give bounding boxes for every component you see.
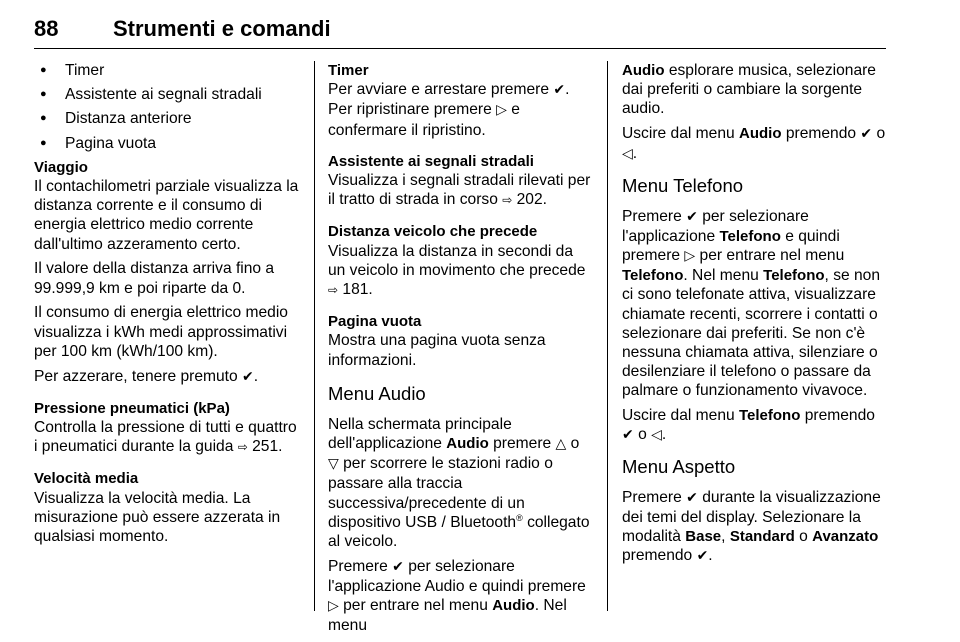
section-heading: Pagina vuota	[328, 313, 422, 331]
check-icon: ✔	[860, 126, 873, 143]
paragraph: Premere ✔ per selezionare l'applicazione Telefono e quindi premere ▷ per entrare nel menu Telefono. Nel menu Telefono, se non ci sono telefonate attiva, visualizzare chiamate recenti, scorrere i contatti o selezionare dai preferiti. Se non c'è nessuna chiamata attiva, silenziare o desilenziare il telefono o passare da palmare o funzionamento vivavoce.	[622, 207, 881, 400]
paragraph: Audio esplorare musica, selezionare dai preferiti o cambiare la sorgente audio.	[622, 62, 876, 118]
section-heading: Menu Telefono	[622, 174, 744, 196]
reference-arrow-icon: ⇨	[237, 440, 248, 455]
section-timer	[328, 61, 594, 140]
paragraph: Il consumo di energia elettrico medio visualizza i kWh medi approssimativi per 100 km (kWh/100 km).	[34, 304, 288, 360]
down-arrow-icon: ▽	[328, 456, 339, 473]
paragraph: Il contachilometri parziale visualizza la distanza corrente e il consumo di energia elettrico medio corrente dall'ultimo azzeramento certo.	[34, 178, 299, 253]
paragraph: Visualizza i segnali stradali rilevati per il tratto di strada in corso ⇨ 202.	[328, 172, 591, 209]
section-menu-aspetto	[622, 455, 888, 567]
page-title: Strumenti e comandi	[113, 16, 331, 41]
check-icon: ✔	[686, 489, 698, 506]
right-arrow-icon: ▷	[684, 248, 696, 265]
section-heading: Velocità media	[34, 470, 139, 488]
column-divider-2	[607, 61, 608, 611]
paragraph: Controlla la pressione di tutti e quattro i pneumatici durante la guida ⇨ 251.	[34, 419, 297, 456]
right-arrow-icon: ▷	[496, 102, 507, 119]
paragraph: Uscire dal menu Telefono premendo ✔ o ◁.	[622, 407, 875, 444]
check-icon: ✔	[242, 368, 254, 385]
section-pressione	[34, 399, 300, 458]
list-item: ● Pagina vuota	[34, 134, 300, 153]
section-pagina	[328, 312, 594, 370]
page-header	[34, 0, 886, 48]
paragraph: Per ripristinare premere ▷ e confermare il ripristino.	[328, 101, 520, 139]
column-2	[328, 61, 594, 641]
header-rule	[34, 48, 886, 49]
registered-mark: ®	[516, 512, 523, 523]
reference-arrow-icon: ⇨	[502, 193, 513, 208]
paragraph: Visualizza la distanza in secondi da un veicolo in movimento che precede ⇨ 181.	[328, 242, 586, 299]
check-icon: ✔	[686, 208, 698, 225]
section-viaggio	[34, 158, 300, 387]
check-icon: ✔	[392, 558, 404, 575]
left-arrow-icon: ◁	[622, 146, 633, 163]
column-3	[622, 61, 888, 572]
section-menu-telefono	[622, 174, 888, 446]
paragraph: Visualizza la velocità media. La misurazione può essere azzerata in qualsiasi momento.	[34, 489, 281, 546]
section-distanza	[328, 222, 594, 300]
section-heading: Pressione pneumatici (kPa)	[34, 399, 230, 417]
section-heading: Distanza veicolo che precede	[328, 223, 538, 241]
paragraph: Premere ✔ per selezionare l'applicazione Audio e quindi premere ▷ per entrare nel menu Audio. Nel menu	[328, 557, 586, 635]
list-item: ● Timer	[34, 61, 300, 80]
column-divider-1	[314, 61, 315, 611]
section-heading: Menu Audio	[328, 382, 426, 404]
paragraph: Nella schermata principale dell'applicazione Audio premere △ o ▽ per scorrere le stazioni radio o passare alla traccia successiva/precedente di un dispositivo USB / Bluetooth® collegato al veicolo.	[328, 415, 590, 551]
section-heading: Menu Aspetto	[622, 455, 736, 477]
reference-arrow-icon: ⇨	[328, 283, 339, 298]
check-icon: ✔	[622, 427, 634, 444]
paragraph: Uscire dal menu Audio premendo ✔ o ◁.	[622, 125, 886, 163]
paragraph: Mostra una pagina vuota senza informazioni.	[328, 332, 546, 369]
section-audio-continued	[622, 61, 888, 165]
paragraph: Premere ✔ durante la visualizzazione dei temi del display. Selezionare la modalità Base, Standard o Avanzato premendo ✔.	[622, 488, 881, 565]
column-1	[34, 61, 300, 546]
section-heading: Viaggio	[34, 158, 88, 176]
paragraph: Il valore della distanza arriva fino a 99.999,9 km e poi riparte da 0.	[34, 260, 275, 297]
check-icon: ✔	[696, 548, 709, 565]
left-arrow-icon: ◁	[651, 427, 662, 444]
section-heading: Assistente ai segnali stradali	[328, 152, 534, 170]
section-heading: Timer	[328, 62, 369, 79]
list-item: ● Distanza anteriore	[34, 109, 300, 128]
paragraph: Per avviare e arrestare premere ✔.	[328, 81, 570, 99]
up-arrow-icon: △	[555, 436, 567, 453]
section-menu-audio	[328, 382, 594, 636]
section-assistente	[328, 152, 594, 211]
paragraph: Per azzerare, tenere premuto ✔.	[34, 367, 259, 385]
right-arrow-icon: ▷	[328, 598, 339, 615]
check-icon: ✔	[553, 82, 566, 99]
section-velocita	[34, 469, 300, 546]
bullet-list	[34, 61, 300, 153]
page-number: 88	[34, 16, 59, 41]
list-item: ● Assistente ai segnali stradali	[34, 85, 300, 104]
